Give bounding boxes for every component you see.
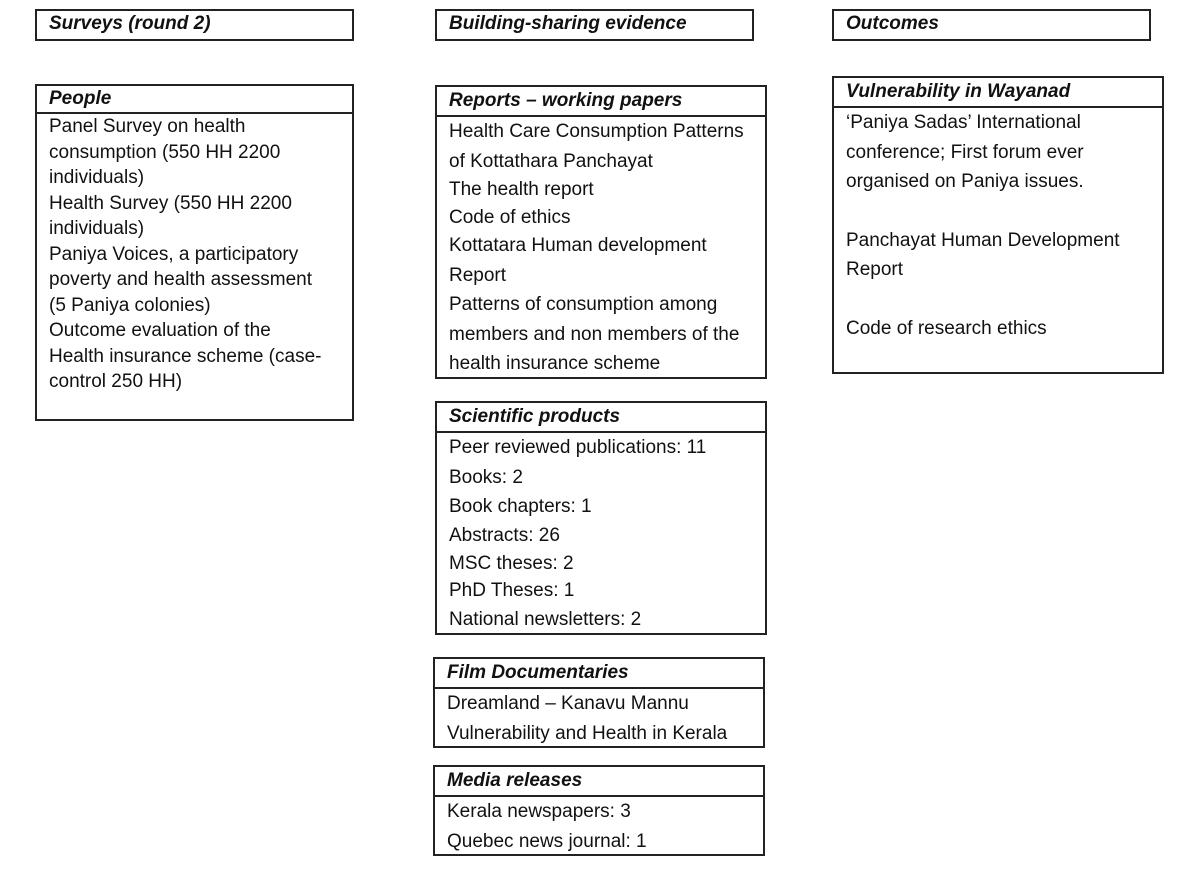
people-line: Panel Survey on health <box>49 116 246 137</box>
scientific-line: National newsletters: 2 <box>449 608 642 630</box>
reports-line: The health report <box>449 179 594 200</box>
people-line: Outcome evaluation of the <box>49 320 271 341</box>
paragraph-gap <box>846 285 1152 314</box>
vulnerability-line: ‘Paniya Sadas’ International <box>846 112 1081 133</box>
vulnerability-body <box>834 108 1162 343</box>
people-body <box>37 114 352 395</box>
reports-box <box>435 85 767 379</box>
people-line: poverty and health assessment <box>49 269 312 290</box>
vulnerability-line: Code of research ethics <box>846 317 1047 339</box>
reports-body <box>437 117 765 379</box>
vulnerability-title: Vulnerability in Wayanad <box>834 78 1162 108</box>
media-box <box>433 765 765 856</box>
film-title: Film Documentaries <box>435 659 763 689</box>
film-line: Vulnerability and Health in Kerala <box>447 722 728 744</box>
vulnerability-line: conference; First forum ever <box>846 141 1084 163</box>
reports-line: Report <box>449 264 507 286</box>
film-line: Dreamland – Kanavu Mannu <box>447 693 689 714</box>
people-line: Health insurance scheme (case- <box>49 345 322 367</box>
evidence-header-label: Building-sharing evidence <box>449 13 687 34</box>
vulnerability-box <box>832 76 1164 374</box>
people-line: (5 Paniya colonies) <box>49 294 211 316</box>
vulnerability-line: Panchayat Human Development <box>846 229 1120 251</box>
film-body <box>435 689 763 748</box>
scientific-line: Abstracts: 26 <box>449 524 560 546</box>
media-line: Kerala newspapers: 3 <box>447 801 631 822</box>
people-line: Paniya Voices, a participatory <box>49 243 299 265</box>
media-body <box>435 797 763 856</box>
scientific-box <box>435 401 767 635</box>
people-line: Health Survey (550 HH 2200 <box>49 192 292 214</box>
reports-line: Health Care Consumption Patterns <box>449 121 744 142</box>
people-box <box>35 84 354 421</box>
reports-title: Reports – working papers <box>437 87 765 117</box>
paragraph-gap <box>846 197 1152 226</box>
surveys-header-label: Surveys (round 2) <box>49 13 211 34</box>
scientific-line: MSC theses: 2 <box>449 552 574 574</box>
scientific-line: Book chapters: 1 <box>449 496 592 517</box>
reports-line: members and non members of the <box>449 323 740 345</box>
film-box <box>433 657 765 748</box>
media-line: Quebec news journal: 1 <box>447 830 647 852</box>
outcomes-header <box>832 9 1151 41</box>
people-line: control 250 HH) <box>49 371 183 392</box>
people-line: consumption (550 HH 2200 <box>49 141 281 163</box>
scientific-line: Books: 2 <box>449 466 523 488</box>
media-title: Media releases <box>435 767 763 797</box>
evidence-header <box>435 9 754 41</box>
scientific-body <box>437 433 765 634</box>
reports-line: Patterns of consumption among <box>449 294 718 315</box>
scientific-line: PhD Theses: 1 <box>449 579 575 601</box>
reports-line: health insurance scheme <box>449 353 661 374</box>
scientific-line: Peer reviewed publications: 11 <box>449 437 707 458</box>
outcomes-header-label: Outcomes <box>846 13 939 34</box>
scientific-title: Scientific products <box>437 403 765 433</box>
surveys-header <box>35 9 354 41</box>
vulnerability-line: Report <box>846 259 904 280</box>
reports-line: Code of ethics <box>449 207 571 228</box>
vulnerability-line: organised on Paniya issues. <box>846 171 1084 192</box>
people-line: individuals) <box>49 167 145 188</box>
reports-line: of Kottathara Panchayat <box>449 150 653 172</box>
people-line: individuals) <box>49 218 145 239</box>
people-title: People <box>37 86 352 114</box>
reports-line: Kottatara Human development <box>449 235 707 256</box>
